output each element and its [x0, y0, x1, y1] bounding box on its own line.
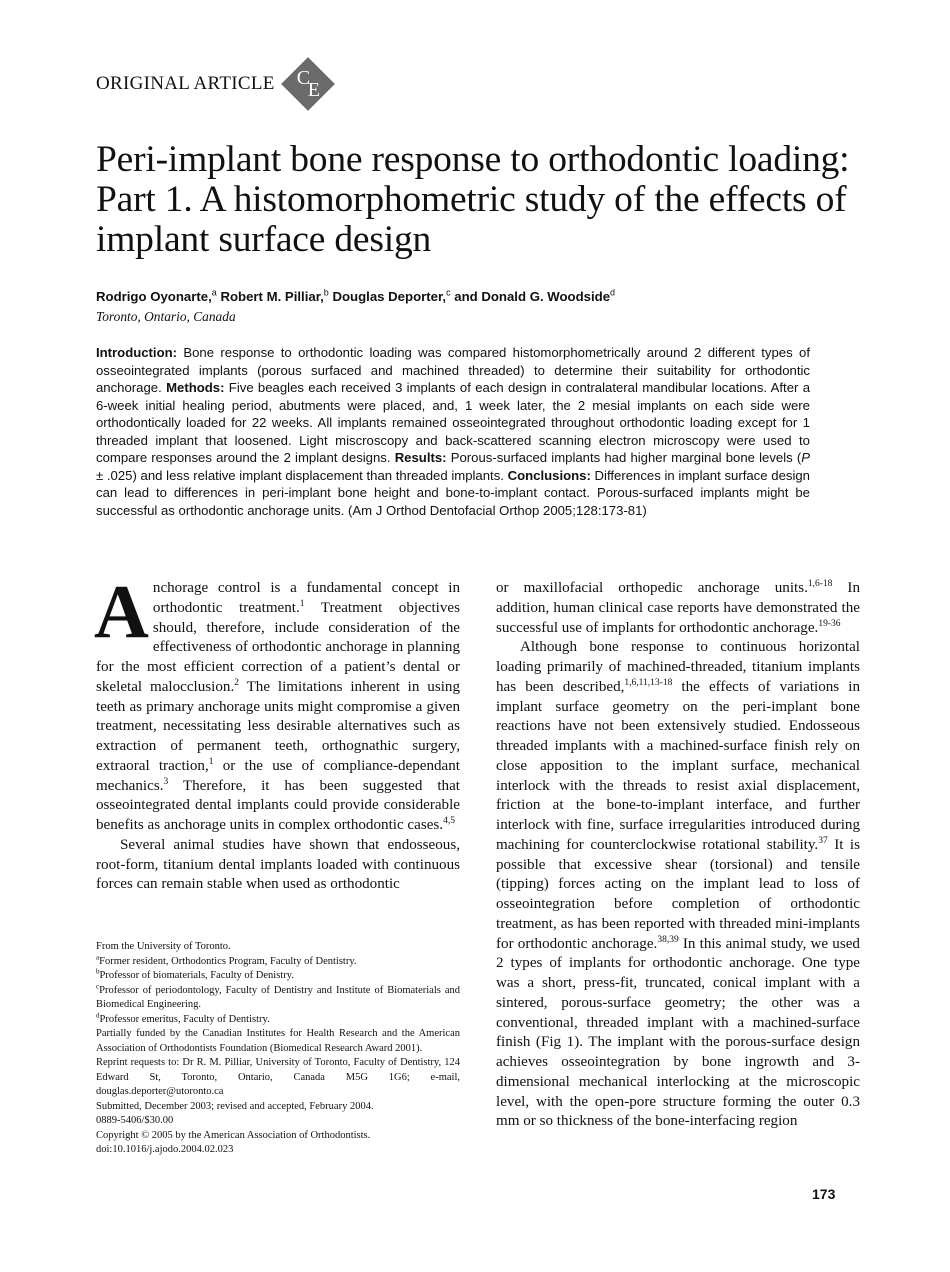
abstract-methods-text: Five beagles each received 3 implants of each design in contralateral mandibular locations. After a 6-week initial healing period, abutments were placed, and, 1 week later, the 2 mesial implants on each side were orthodontically loaded for 22 weeks. All implants remained osseointegrated throughout orthodontic loading except for 1 threaded implant that loosened. Light miscroscopy and back-scattered scanning electron microscopy were used to compare responses around the 2 implant designs.	[96, 380, 810, 465]
abstract-methods-label: Methods:	[166, 380, 225, 395]
citation-ref[interactable]: 2	[234, 677, 239, 688]
footnote-doi[interactable]: doi:10.1016/j.ajodo.2004.02.023	[96, 1144, 234, 1155]
author-name: Robert M. Pilliar,	[220, 289, 324, 305]
p-value-symbol: P	[801, 450, 810, 465]
author-name: Douglas Deporter,	[332, 289, 447, 305]
citation-ref[interactable]: 3	[163, 776, 169, 787]
footnote-submitted: Submitted, December 2003; revised and accepted, February 2004.	[96, 1100, 374, 1112]
author	[220, 289, 328, 304]
footnote-affiliation	[96, 969, 460, 984]
text-run: Therefore, it has been suggested that osseointegrated dental implants could provide considerable benefits as anchorage units in complex orthodontic cases.	[96, 777, 460, 833]
author-name: and Donald G. Woodside	[454, 289, 611, 305]
citation-ref[interactable]: 38,39	[657, 934, 679, 945]
footnote-affiliation	[96, 955, 460, 970]
affiliation-marker: a	[211, 288, 217, 298]
abstract-intro-text: Bone response to orthodontic loading was compared histomorphometrically around 2 different types of osseointegrated implants (porous surfaced and machined threaded) to determine their suitability for orthodontic anchorage.	[96, 345, 810, 395]
abstract	[96, 344, 810, 519]
footnotes	[96, 940, 460, 1158]
page-number: 173	[812, 1186, 836, 1202]
text-run: Treatment objectives should, therefore, include consideration of the effectiveness of orthodontic anchorage in planning for the most efficient correction of a patient’s dental or skeletal malocclusion.	[96, 599, 460, 695]
citation-ref[interactable]: 1,6-18	[807, 578, 833, 589]
citation-ref[interactable]: 37	[818, 835, 828, 846]
footnote-affiliation	[96, 1013, 460, 1028]
text-run: or maxillofacial orthopedic anchorage units.	[496, 580, 808, 596]
footnote-issn: 0889-5406/$30.00	[96, 1115, 174, 1126]
citation-ref[interactable]: 1,6,11,13-18	[624, 677, 673, 688]
citation-ref[interactable]: 1	[208, 756, 214, 767]
affiliation-marker: c	[96, 982, 100, 990]
ce-badge-icon	[281, 57, 335, 111]
body-column-right	[496, 579, 860, 1132]
text-run: In this animal study, we used 2 types of implants for orthodontic anchorage. One type was a short, press-fit, truncated, conical implant with a sintered, porous-surface geometry; the other was a conventional, threaded implant with a machined-surface finish (Fig 1). The implant with the porous-surface design achieves osseointegration by bone ingrowth and 3-dimensional mechanical interlocking at the microscopic level, with the open-pore structure forming the outer 0.3 mm or so thickness of the bone-interfacing region	[496, 935, 860, 1130]
section-label: ORIGINAL ARTICLE	[96, 73, 275, 94]
footnote-reprint: Reprint requests to: Dr R. M. Pilliar, University of Toronto, Faculty of Dentistry, 124 Edward St, Toronto, Ontario, Canada M5G 1G6; e-mail, douglas.deporter@utoronto.ca	[96, 1057, 460, 1097]
text-run: nchorage control is a fundamental concept in orthodontic treatment.	[152, 580, 460, 616]
abstract-results-text: ± .025) and less relative implant displacement than threaded implants.	[96, 467, 508, 483]
affiliation-marker: d	[610, 288, 616, 298]
author-list	[96, 288, 615, 304]
body-paragraph: Several animal studies have shown that endosseous, root-form, titanium dental implants loaded with continuous forces can remain stable when used as orthodontic	[96, 836, 460, 893]
author	[332, 289, 450, 304]
footnote-institution: From the University of Toronto.	[96, 941, 231, 952]
footnote-copyright: Copyright © 2005 by the American Association of Orthodontists.	[96, 1129, 371, 1141]
badge-letter-e: E	[307, 79, 320, 101]
footnote-funding: Partially funded by the Canadian Institutes for Health Research and the American Association of Orthodontists Foundation (Biomedical Research Award 2001).	[96, 1028, 460, 1054]
abstract-intro-label: Introduction:	[96, 345, 178, 360]
article-title: Peri-implant bone response to orthodontic loading: Part 1. A histomorphometric study of the effects of implant surface design	[96, 139, 850, 260]
text-run: The limitations inherent in using teeth as primary anchorage units might compromise a given treatment, necessitating less desirable alternatives such as extraction of permanent teeth, orthognathic surgery, extraoral traction,	[96, 678, 460, 774]
affiliation-marker: b	[96, 967, 100, 976]
footnote-affiliation	[96, 984, 460, 1013]
abstract-results-text: Porous-surfaced implants had higher marginal bone levels (	[446, 450, 802, 465]
affiliation-marker: d	[96, 1011, 100, 1019]
footnote-text: Professor of biomaterials, Faculty of Denistry.	[99, 970, 294, 981]
drop-cap: A	[94, 570, 149, 654]
footnote-text: Former resident, Orthodontics Program, Faculty of Dentistry.	[99, 955, 357, 967]
author	[454, 289, 615, 304]
affiliation-marker: a	[96, 953, 100, 961]
author	[96, 289, 217, 304]
body-paragraph	[496, 638, 860, 1132]
text-run: the effects of variations in implant surface geometry on the peri-implant bone reactions have not been extensively studied. Endosseous threaded implants with a machined-surface finish rely on close apposition to the implant surface, mechanical interlock with the threads to resist axial displacement, friction at the bone-to-implant interface, and further interlock with fine, surface irregularities introduced during machining for counterclockwise rotational stability.	[496, 678, 861, 853]
body-paragraph	[496, 579, 860, 638]
text-run: It is possible that excessive shear (torsional) and tensile (tipping) forces acting on the implant lead to loss of osseointegration before completion of orthodontic treatment, as has been reported with threaded mini-implants for orthodontic anchorage.	[496, 836, 860, 952]
affiliation-marker: c	[446, 288, 451, 298]
text-run: Although bone response to continuous horizontal loading primarily of machined-threaded, titanium implants has been described,	[496, 639, 860, 695]
abstract-results-label: Results:	[394, 450, 447, 465]
footnote-text: Professor of periodontology, Faculty of Dentistry and Institute of Biomaterials and Biomedical Engineering.	[96, 984, 460, 1010]
article-header	[96, 62, 335, 106]
text-run: or the use of compliance-dependant mechanics.	[96, 757, 460, 794]
abstract-conclusions-text: Differences in implant surface design can lead to differences in peri-implant bone height and bone-to-implant contact. Porous-surfaced implants might be successful as orthodontic anchorage units. (Am J Orthod Dentofacial Orthop 2005;128:173-81)	[96, 467, 810, 518]
citation-ref[interactable]: 4,5	[443, 815, 455, 826]
text-run: In addition, human clinical case reports have demonstrated the successful use of implants for orthodontic anchorage.	[496, 580, 860, 636]
abstract-conclusions-label: Conclusions:	[507, 467, 591, 483]
badge-letter-c: C	[296, 67, 311, 89]
citation-ref[interactable]: 1	[299, 598, 305, 609]
affiliation-marker: b	[323, 288, 329, 298]
author-location: Toronto, Ontario, Canada	[96, 309, 236, 324]
footnote-text: Professor emeritus, Faculty of Dentistry.	[99, 1013, 270, 1025]
citation-ref[interactable]: 19-36	[818, 618, 841, 629]
author-name: Rodrigo Oyonarte,	[96, 289, 212, 305]
body-column-left	[94, 570, 460, 895]
body-paragraph	[94, 570, 460, 836]
